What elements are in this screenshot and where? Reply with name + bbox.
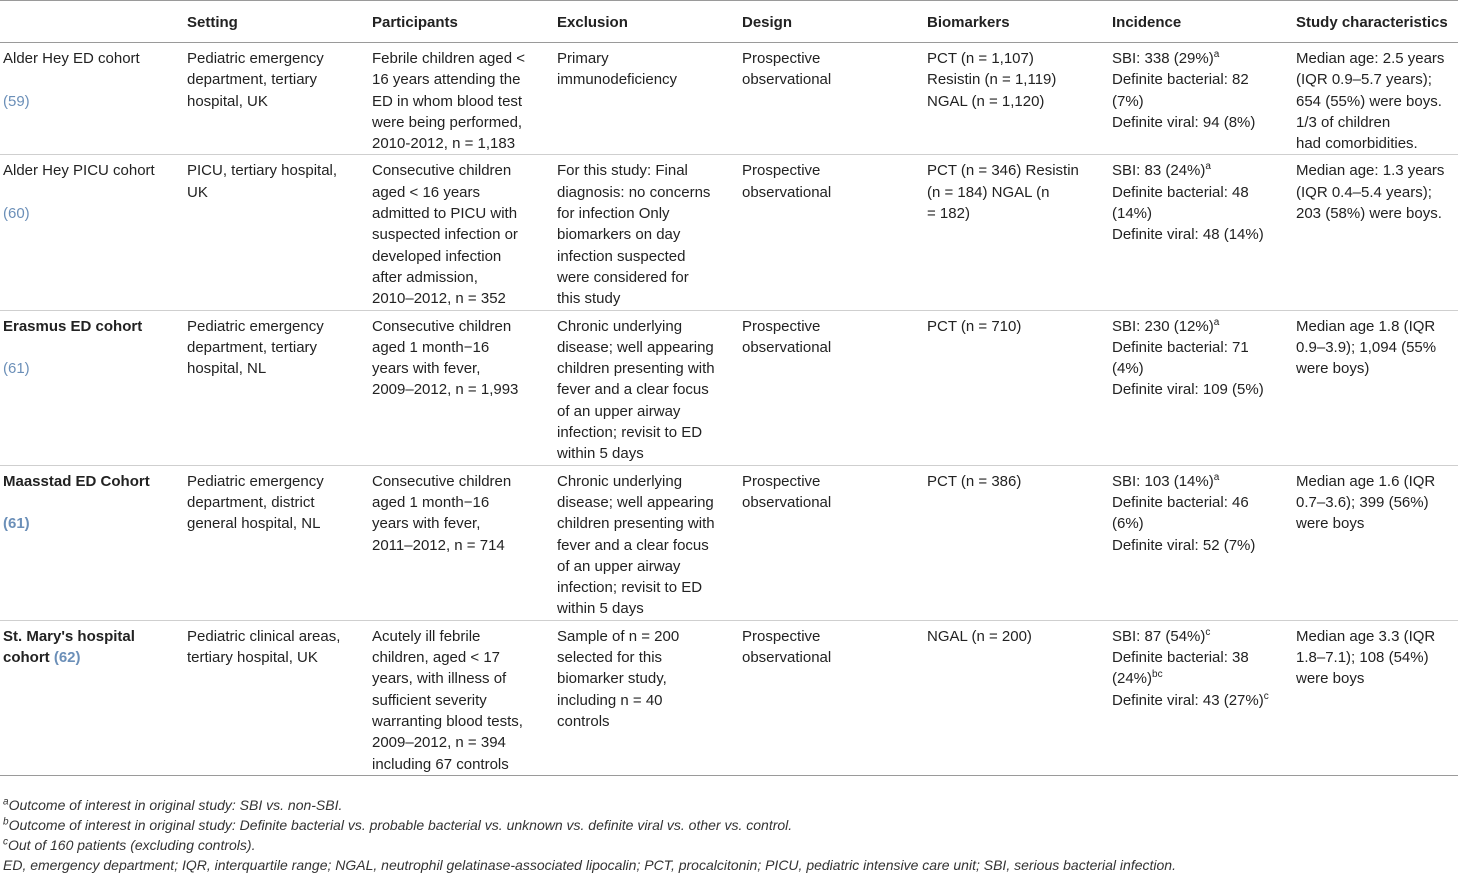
- participants-cell: [369, 43, 554, 155]
- incidence-value: Definite bacterial: 82 (7%): [1112, 71, 1249, 110]
- incidence-line: [1112, 48, 1289, 69]
- biomarkers-text: NGAL (n = 200): [927, 627, 1032, 645]
- exclusion-text: Primary immunodeficiency: [557, 50, 678, 89]
- setting-text: Pediatric emergency department, district general hospital, NL: [187, 472, 324, 533]
- incidence-line: [1112, 471, 1289, 492]
- biomarkers-cell: [924, 465, 1109, 620]
- header-participants: Participants: [369, 1, 554, 43]
- footnote-marker: b: [3, 816, 9, 828]
- header-study-characteristics: Study characteristics: [1293, 1, 1458, 43]
- incidence-line: [1112, 182, 1289, 225]
- footnotes: [3, 795, 1443, 875]
- setting-cell: [184, 310, 369, 465]
- setting-cell: [184, 620, 369, 775]
- biomarkers-text: PCT (n = 346) Resistin (n = 184) NGAL (n = 182): [927, 162, 1079, 223]
- cohort-reference-link[interactable]: (59): [3, 92, 30, 110]
- footnote-marker: c: [1263, 690, 1269, 702]
- incidence-line: [1112, 626, 1289, 647]
- incidence-line: [1112, 492, 1289, 535]
- table-row: [0, 620, 1458, 775]
- biomarkers-cell: [924, 620, 1109, 775]
- cohort-name: Alder Hey PICU cohort: [3, 162, 155, 180]
- design-cell: [739, 310, 924, 465]
- study-characteristics-text: Median age: 1.3 years (IQR 0.4–5.4 years); 203 (58%) were boys.: [1296, 162, 1445, 223]
- footnote-marker: a: [1205, 161, 1211, 173]
- setting-cell: [184, 43, 369, 155]
- cohort-reference-link[interactable]: (61): [3, 360, 30, 378]
- exclusion-cell: [554, 465, 739, 620]
- exclusion-text: For this study: Final diagnosis: no concerns for infection Only biomarkers on day infection suspected were considered for this study: [557, 162, 711, 308]
- study-characteristics-text: Median age 1.6 (IQR 0.7–3.6); 399 (56%) were boys: [1296, 472, 1436, 533]
- incidence-line: [1112, 379, 1289, 400]
- cohort-cell: [0, 465, 184, 620]
- setting-text: Pediatric clinical areas, tertiary hospital, UK: [187, 627, 341, 667]
- setting-text: Pediatric emergency department, tertiary hospital, NL: [187, 317, 324, 378]
- incidence-value: Definite bacterial: 71 (4%): [1112, 338, 1249, 378]
- footnote-text: Outcome of interest in original study: Definite bacterial vs. probable bacterial vs. unknown vs. definite viral vs. other vs. control.: [8, 817, 793, 833]
- table-body: [0, 43, 1458, 776]
- study-characteristics-text: Median age 1.8 (IQR 0.9–3.9); 1,094 (55% were boys): [1296, 317, 1437, 378]
- incidence-line: [1112, 647, 1289, 690]
- incidence-cell: [1109, 465, 1293, 620]
- incidence-value: Definite viral: 48 (14%): [1112, 226, 1264, 244]
- study-characteristics-cell: [1293, 465, 1458, 620]
- table-row: [0, 465, 1458, 620]
- footnote-marker: c: [3, 836, 8, 848]
- footnote-marker: a: [1213, 471, 1220, 483]
- incidence-value: SBI: 103 (14%): [1112, 472, 1214, 490]
- biomarkers-text: PCT (n = 386): [927, 472, 1022, 490]
- incidence-value: Definite viral: 94 (8%): [1112, 113, 1256, 131]
- incidence-line: [1112, 112, 1289, 133]
- header-setting: Setting: [184, 1, 369, 43]
- participants-text: Consecutive children aged 1 month−16 years with fever, 2009–2012, n = 1,993: [372, 317, 519, 399]
- study-characteristics-text: Median age 3.3 (IQR 1.8–7.1); 108 (54%) were boys: [1296, 627, 1436, 688]
- setting-cell: [184, 465, 369, 620]
- participants-text: Febrile children aged < 16 years attending the ED in whom blood test were being performed, 2010-2012, n = 1,183: [372, 50, 526, 153]
- exclusion-text: Chronic underlying disease; well appearing children presenting with fever and a clear focus of an upper airway infection; revisit to ED within 5 days: [557, 472, 715, 618]
- footnote: [3, 855, 1443, 875]
- exclusion-text: Sample of n = 200 selected for this biomarker study, including n = 40 controls: [557, 627, 680, 730]
- table-row: [0, 310, 1458, 465]
- study-characteristics-cell: [1293, 155, 1458, 310]
- biomarkers-text: PCT (n = 710): [927, 317, 1022, 335]
- footnote: [3, 795, 1443, 815]
- incidence-cell: [1109, 310, 1293, 465]
- study-characteristics-cell: [1293, 310, 1458, 465]
- incidence-line: [1112, 316, 1289, 337]
- header-biomarkers: Biomarkers: [924, 1, 1109, 43]
- incidence-value: Definite bacterial: 38 (24%): [1112, 649, 1249, 688]
- participants-cell: [369, 155, 554, 310]
- incidence-value: SBI: 87 (54%): [1112, 627, 1206, 645]
- incidence-line: [1112, 224, 1289, 245]
- cohort-name: Alder Hey ED cohort: [3, 50, 140, 67]
- footnote-marker: bc: [1152, 669, 1163, 681]
- exclusion-cell: [554, 620, 739, 775]
- study-characteristics-text: Median age: 2.5 years (IQR 0.9–5.7 years); 654 (55%) were boys. 1/3 of children had comorbidities.: [1296, 50, 1445, 153]
- incidence-value: Definite viral: 43 (27%): [1112, 691, 1264, 709]
- setting-cell: [184, 155, 369, 310]
- design-cell: [739, 465, 924, 620]
- cohort-cell: [0, 620, 184, 775]
- incidence-line: [1112, 337, 1289, 380]
- participants-cell: [369, 310, 554, 465]
- design-cell: [739, 155, 924, 310]
- incidence-value: Definite viral: 109 (5%): [1112, 381, 1264, 399]
- incidence-line: [1112, 160, 1289, 181]
- incidence-value: Definite bacterial: 48 (14%): [1112, 183, 1249, 223]
- cohort-name: St. Mary's hospital cohort: [3, 627, 135, 667]
- incidence-line: [1112, 69, 1289, 112]
- design-text: Prospective observational: [742, 472, 832, 511]
- incidence-value: SBI: 230 (12%): [1112, 317, 1214, 335]
- participants-cell: [369, 465, 554, 620]
- participants-text: Consecutive children aged < 16 years admitted to PICU with suspected infection or developed infection after admission, 2010–2012, n = 352: [372, 162, 518, 308]
- footnote-text: Outcome of interest in original study: SBI vs. non-SBI.: [8, 797, 343, 813]
- design-cell: [739, 620, 924, 775]
- incidence-value: SBI: 83 (24%): [1112, 162, 1206, 180]
- header-exclusion: Exclusion: [554, 1, 739, 43]
- participants-text: Consecutive children aged 1 month−16 years with fever, 2011–2012, n = 714: [372, 472, 512, 554]
- cohort-reference-link[interactable]: (62): [53, 649, 81, 667]
- footnote-marker: a: [1213, 316, 1220, 328]
- cohort-cell: [0, 310, 184, 465]
- biomarkers-cell: [924, 155, 1109, 310]
- design-text: Prospective observational: [742, 317, 832, 356]
- footnote-marker: a: [3, 796, 9, 808]
- cohort-cell: [0, 43, 184, 155]
- cohort-reference-link[interactable]: (61): [3, 515, 30, 533]
- exclusion-cell: [554, 155, 739, 310]
- incidence-cell: [1109, 155, 1293, 310]
- incidence-cell: [1109, 43, 1293, 155]
- participants-cell: [369, 620, 554, 775]
- incidence-line: [1112, 690, 1289, 711]
- incidence-cell: [1109, 620, 1293, 775]
- footnote-text: ED, emergency department; IQR, interquartile range; NGAL, neutrophil gelatinase-associated lipocalin; PCT, procalcitonin; PICU, pediatric intensive care unit; SBI, serious bacterial infection.: [3, 857, 1176, 873]
- study-characteristics-cell: [1293, 620, 1458, 775]
- setting-text: Pediatric emergency department, tertiary hospital, UK: [187, 50, 324, 110]
- incidence-value: Definite viral: 52 (7%): [1112, 536, 1256, 554]
- biomarkers-text: PCT (n = 1,107) Resistin (n = 1,119) NGAL (n = 1,120): [927, 50, 1057, 110]
- design-text: Prospective observational: [742, 627, 832, 667]
- exclusion-text: Chronic underlying disease; well appearing children presenting with fever and a clear focus of an upper airway infection; revisit to ED within 5 days: [557, 317, 715, 463]
- footnote-marker: a: [1213, 49, 1220, 60]
- setting-text: PICU, tertiary hospital, UK: [187, 162, 338, 201]
- cohort-reference-link[interactable]: (60): [3, 205, 30, 223]
- footnote-marker: c: [1205, 626, 1211, 638]
- cohort-name: Erasmus ED cohort: [3, 317, 143, 335]
- design-cell: [739, 43, 924, 155]
- header-cohort: [0, 1, 184, 43]
- header-design: Design: [739, 1, 924, 43]
- exclusion-cell: [554, 310, 739, 465]
- footnote-text: Out of 160 patients (excluding controls).: [8, 837, 256, 853]
- biomarkers-cell: [924, 43, 1109, 155]
- design-text: Prospective observational: [742, 50, 832, 89]
- cohort-cell: [0, 155, 184, 310]
- incidence-line: [1112, 535, 1289, 556]
- table-header-row: [0, 1, 1458, 43]
- incidence-value: SBI: 338 (29%): [1112, 50, 1214, 67]
- biomarkers-cell: [924, 310, 1109, 465]
- footnote: [3, 815, 1443, 835]
- study-characteristics-cell: [1293, 43, 1458, 155]
- table-row: [0, 43, 1458, 155]
- footnote: [3, 835, 1443, 855]
- header-incidence: Incidence: [1109, 1, 1293, 43]
- cohort-name: Maasstad ED Cohort: [3, 472, 150, 490]
- design-text: Prospective observational: [742, 162, 832, 201]
- participants-text: Acutely ill febrile children, aged < 17 years, with illness of sufficient severity warranting blood tests, 2009–2012, n = 394 including 67 controls: [372, 627, 523, 773]
- table-row: [0, 155, 1458, 310]
- exclusion-cell: [554, 43, 739, 155]
- incidence-value: Definite bacterial: 46 (6%): [1112, 493, 1249, 533]
